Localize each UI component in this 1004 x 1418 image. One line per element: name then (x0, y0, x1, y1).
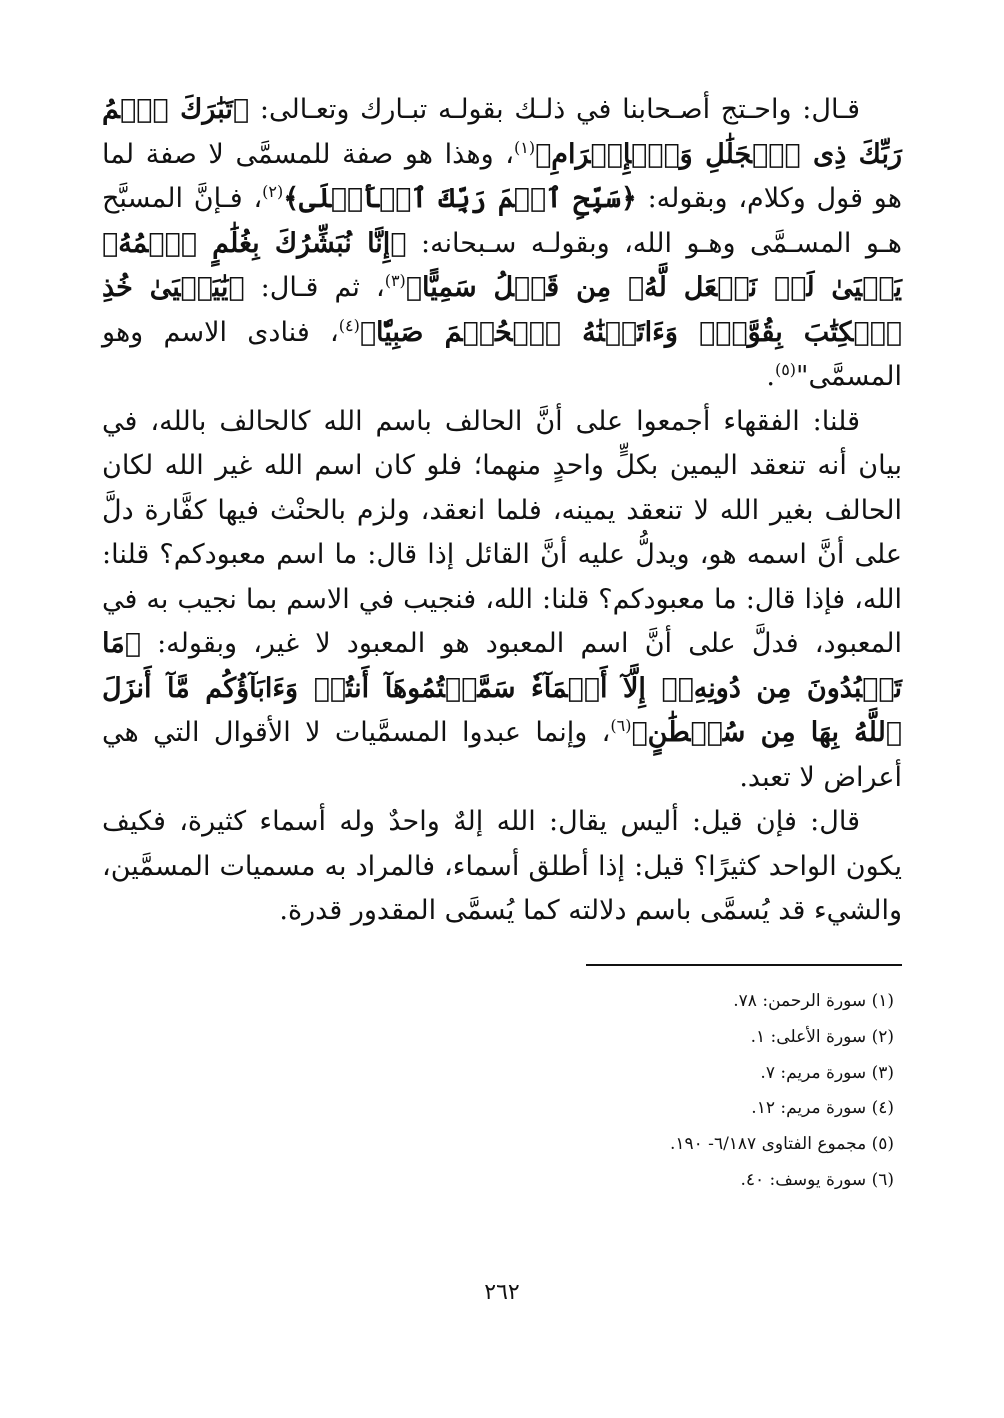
footnote-reference: (٦) (610, 716, 632, 735)
footnote: (٢) سورة الأعلى: ١. (750, 1026, 894, 1047)
paragraph-text: ، فـإنَّ المسبَّح هـو المسـمَّى وهـو الله، وبقولـه سـبحانه: (102, 183, 902, 259)
page-number: ٢٦٢ (484, 1280, 520, 1305)
paragraph-text: ، وهذا هو صفة للمسمَّى لا صفة لما هو قول وكلام، وبقوله: (102, 138, 902, 214)
quran-verse: ﴿سَبِّحِ ٱسۡمَ رَبِّكَ ٱلۡأَعۡلَى﴾ (283, 183, 637, 214)
footnote-reference: (٥) (774, 360, 797, 379)
footnote-reference: (٣) (384, 271, 406, 290)
footnote: (١) سورة الرحمن: ٧٨. (733, 991, 894, 1011)
paragraph-text: قال: فإن قيل: أليس يقال: الله إلهٌ واحدٌ وله أسماء كثيرة، فكيف يكون الواحد كثيرًا؟ قيل: إذا أطلق أسماء، فالمراد به مسميات المسمَّين، والشيء قد يُسمَّى باسم دلالته كما يُسمَّى المقدور قدرة. (102, 806, 902, 926)
paragraph-text: قلنا: الفقهاء أجمعوا على أنَّ الحالف باسم الله كالحالف بالله، في بيان أنه تنعقد اليمين بكلٍّ واحدٍ منهما؛ فلو كان اسم الله غير الله لكان الحالف بغير الله لا تنعقد يمينه، فلما انعقد، ولزم بالحنْث فيها كفَّارة دلَّ على أنَّ اسمه هو، ويدلُّ عليه أنَّ القائل إذا قال: ما اسم معبودكم؟ قلنا: الله، فإذا قال: ما معبودكم؟ قلنا: الله، فنجيب في الاسم بما نجيب به في المعبود، فدلَّ على أنَّ اسم المعبود هو المعبود لا غير، وبقوله: (102, 405, 902, 659)
paragraph (102, 400, 902, 801)
footnote-reference: (٢) (262, 182, 284, 201)
paragraph-text: ، فنادى الاسم وهو المسمَّى" (102, 316, 902, 392)
paragraph-text: ، وإنما عبدوا المسمَّيات لا الأقوال التي هي أعراض لا تعبد. (102, 717, 902, 793)
paragraph-text: . (766, 361, 775, 392)
footnote: (٦) سورة يوسف: ٤٠. (740, 1169, 894, 1190)
quran-verse: ﴿مَا تَعۡبُدُونَ مِن دُونِهِۦٓ إِلَّآ أَسۡمَآءٗ سَمَّيۡتُمُوهَآ أَنتُمۡ وَءَابَآؤُكُم مَّآ أَنزَلَ ٱللَّهُ بِهَا مِن سُلۡطَٰنٍ﴾ (102, 628, 902, 748)
paragraph-text: قـال: واحـتج أصـحابنا في ذلـك بقولـه تبـارك وتعـالى: (249, 94, 860, 125)
quran-verse: ﴿إِنَّا نُبَشِّرُكَ بِغُلَٰمٍ ٱسۡمُهُۥ يَحۡيَىٰ لَمۡ نَجۡعَل لَّهُۥ مِن قَبۡلُ سَمِيًّا﴾ (102, 227, 902, 303)
paragraph (102, 88, 902, 400)
quran-verse: ﴿يَٰيَحۡيَىٰ خُذِ ٱلۡكِتَٰبَ بِقُوَّةٖۖ وَءَاتَيۡنَٰهُ ٱلۡحُكۡمَ صَبِيّٗا﴾ (102, 272, 902, 348)
footnote-separator (586, 964, 902, 966)
quran-verse: ﴿تَبَٰرَكَ ٱسۡمُ رَبِّكَ ذِى ٱلۡجَلَٰلِ وَٱلۡإِكۡرَامِ﴾ (102, 94, 902, 170)
footnote-reference: (١) (514, 137, 536, 157)
footnote: (٤) سورة مريم: ١٢. (751, 1098, 894, 1119)
footnote: (٥) مجموع الفتاوى ٦/١٨٧- ١٩٠. (669, 1134, 894, 1155)
paragraph (102, 800, 902, 934)
footnotes-list (294, 984, 894, 1199)
page-body (102, 88, 902, 934)
footnote: (٣) سورة مريم: ٧. (760, 1062, 894, 1083)
footnote-reference: (٤) (338, 315, 360, 335)
paragraph-text: ، ثم قـال: (244, 272, 385, 303)
